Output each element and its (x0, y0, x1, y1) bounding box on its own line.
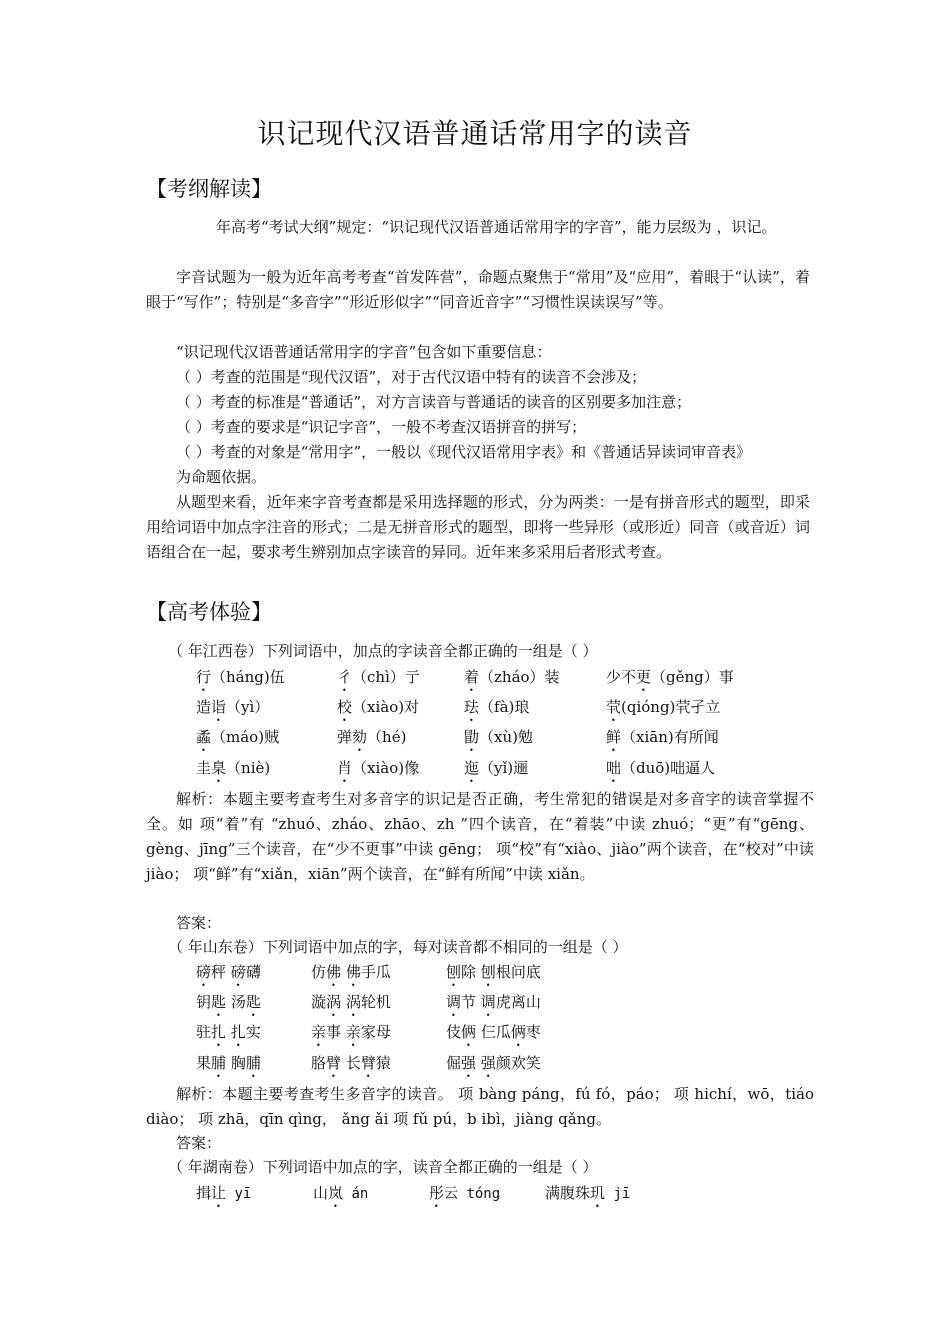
dotted-char: 臂 (326, 1054, 342, 1072)
option-word (196, 1183, 251, 1211)
dotted-char: 劾 (352, 728, 368, 746)
option-word (337, 697, 419, 725)
option-pair (196, 1053, 261, 1081)
word-text: 手瓜 (360, 963, 391, 981)
dotted-char: 诣 (211, 698, 227, 716)
option-word (196, 667, 285, 695)
word-reading: （niè) (226, 759, 271, 777)
dotted-char: 脯 (245, 1054, 261, 1072)
dotted-char: 强 (480, 1054, 496, 1072)
option-pair (196, 1022, 261, 1050)
section-heading-kaogang: 【考纲解读】 (146, 177, 272, 201)
paragraph: 年高考“考试大纲”规定：“识记现代汉语普通话常用字的字音”，能力层级为 ，识记。 (216, 218, 777, 236)
option-word (337, 758, 419, 786)
dotted-char: 匙 (245, 993, 261, 1011)
dotted-char: 彳 (337, 668, 353, 686)
page-title: 识记现代汉语普通话常用字的读音 (257, 117, 693, 150)
word-reading: （gěng）事 (651, 668, 734, 686)
option-pair (446, 1022, 541, 1050)
word-text: 少不 (606, 668, 637, 686)
word-reading: （xù)勉 (479, 728, 533, 746)
question-stem: （ 年山东卷）下列词语中加点的字，每对读音都不相同的一组是（ ） (168, 938, 628, 956)
dotted-char: 磅 (196, 963, 212, 981)
dotted-char: 肖 (337, 759, 353, 777)
option-word (464, 697, 529, 725)
word-text: 仨瓜 (480, 1023, 511, 1041)
list-item: （ ）考查的对象是“常用字”，一般以《现代汉语常用字表》和《普通话异读词审音表》 (176, 443, 752, 461)
option-word (196, 697, 269, 725)
dotted-char: 匙 (211, 993, 227, 1011)
option-word (606, 727, 719, 755)
question-stem: （ 年江西卷）下列词语中，加点的字读音全都正确的一组是（ ） (168, 642, 598, 660)
word-text: 家母 (360, 1023, 391, 1041)
dotted-char: 蟊 (196, 728, 212, 746)
word-text: 长 (345, 1054, 361, 1072)
word-text: 颜欢笑 (495, 1054, 541, 1072)
dotted-char: 调 (480, 993, 496, 1011)
dotted-char: 刨 (446, 963, 462, 981)
option-word (606, 758, 715, 786)
option-pair (311, 1022, 391, 1050)
dotted-char: 玑 (590, 1184, 606, 1202)
dotted-char: 更 (636, 668, 652, 686)
word-reading: án (343, 1186, 369, 1202)
answer-label: 答案： (176, 914, 222, 932)
list-item: 为命题依据。 (176, 468, 267, 486)
word-text: 驻 (196, 1023, 212, 1041)
word-reading: （xiào)像 (352, 759, 420, 777)
word-reading: （yì） (226, 698, 270, 716)
word-text: 弹 (337, 728, 353, 746)
dotted-char: 涡 (345, 993, 361, 1011)
dotted-char: 岚 (328, 1184, 344, 1202)
option-word (464, 727, 533, 755)
word-text: 揖 (196, 1184, 212, 1202)
dotted-char: 佛 (326, 963, 342, 981)
word-text: 礴 (245, 963, 261, 981)
word-reading: （xiān)有所闻 (621, 728, 719, 746)
option-word (464, 758, 528, 786)
word-text: 节 (461, 993, 481, 1011)
dotted-char: 扎 (230, 1023, 246, 1041)
dotted-char: 脯 (211, 1054, 227, 1072)
dotted-char: 鲜 (606, 728, 622, 746)
option-word (606, 697, 720, 725)
word-reading: （zháo）装 (479, 668, 560, 686)
word-text: 伎 (446, 1023, 462, 1041)
word-text: 事 (326, 1023, 346, 1041)
word-text: 汤 (230, 993, 246, 1011)
list-item: （ ）考查的范围是“现代汉语”，对于古代汉语中特有的读音不会涉及； (176, 368, 647, 386)
word-text: 倔 (446, 1054, 462, 1072)
word-text: 轮机 (360, 993, 391, 1011)
option-pair (311, 962, 391, 990)
word-reading: （fà)琅 (479, 698, 530, 716)
question-stem: （ 年湖南卷）下列词语中加点的字，读音全都正确的一组是（ ） (168, 1158, 598, 1176)
dotted-char: 校 (337, 698, 353, 716)
option-pair (446, 992, 541, 1020)
option-pair (196, 962, 261, 990)
dotted-char: 着 (464, 668, 480, 686)
word-text: 虎离山 (495, 993, 541, 1011)
word-text: 除 (461, 963, 481, 981)
option-word (196, 758, 270, 786)
option-word (429, 1183, 500, 1211)
word-reading: （hé) (367, 728, 407, 746)
word-text: 猿 (375, 1054, 391, 1072)
option-word (337, 727, 406, 755)
word-text: 胳 (311, 1054, 327, 1072)
dotted-char: 迤 (464, 759, 480, 777)
dotted-char: 彤 (429, 1184, 445, 1202)
word-reading: 云 tóng (444, 1186, 501, 1202)
word-text: 仿 (311, 963, 327, 981)
dotted-char: 珐 (464, 698, 480, 716)
dotted-char: 涡 (326, 993, 342, 1011)
word-text: 根问底 (495, 963, 541, 981)
dotted-char: 咄 (606, 759, 622, 777)
word-text: 满腹珠 (545, 1184, 591, 1202)
dotted-char: 臬 (211, 759, 227, 777)
dotted-char: 强 (461, 1054, 477, 1072)
paragraph: “识记现代汉语普通话常用字的字音”包含如下重要信息： (176, 343, 552, 361)
word-text: 造 (196, 698, 212, 716)
word-text: 漩 (311, 993, 327, 1011)
dotted-char: 勖 (464, 728, 480, 746)
word-text: 果 (196, 1054, 212, 1072)
word-text: 山 (313, 1184, 329, 1202)
option-pair (446, 1053, 541, 1081)
option-pair (196, 992, 261, 1020)
word-reading: （chì）亍 (352, 668, 420, 686)
word-text: 秤 (211, 963, 231, 981)
option-word (464, 667, 560, 695)
analysis-paragraph: 解析：本题主要考查考生多音字的读音。 项 bàng páng，fú fó，páo； 项 hichí，wō，tiáo diào； 项 zhā，qīn qìng， ǎng ǎi 项 fǔ pú，b ibì，jiàng qǎng。 (146, 1085, 814, 1128)
word-reading: (qióng)茕孑立 (621, 698, 721, 716)
dotted-char: 行 (196, 668, 212, 686)
option-word (196, 727, 279, 755)
word-reading: （máo)贼 (211, 728, 280, 746)
dotted-char: 磅 (230, 963, 246, 981)
word-reading: jī (605, 1186, 631, 1202)
dotted-char: 让 (211, 1184, 227, 1202)
dotted-char: 佛 (345, 963, 361, 981)
option-pair (446, 962, 541, 990)
option-word (337, 667, 420, 695)
list-item: （ ）考查的标准是“普通话”，对方言读音与普通话的读音的区别要多加注意； (176, 393, 692, 411)
dotted-char: 扎 (211, 1023, 227, 1041)
word-reading: （háng)伍 (211, 668, 285, 686)
word-reading: （xiào)对 (352, 698, 420, 716)
dotted-char: 亲 (345, 1023, 361, 1041)
answer-label: 答案： (176, 1134, 222, 1152)
paragraph: 从题型来看，近年来字音考查都是采用选择题的形式，分为两类：一是有拼音形式的题型，即采用给词语中加点字注音的形式；二是无拼音形式的题型，即将一些异形（或形近）同音（或音近）词语组合在一起，要求考生辨别加点字读音的异同。近年来多采用后者形式考查。 (146, 493, 810, 561)
word-reading: （duō)咄逼人 (621, 759, 716, 777)
word-text: 胸 (230, 1054, 246, 1072)
dotted-char: 亲 (311, 1023, 327, 1041)
word-reading: yī (226, 1186, 252, 1202)
paragraph: 字音试题为一般为近年高考考查“首发阵营”，命题点聚焦于“常用”及“应用”，着眼于“认读”，着眼于“写作”；特别是“多音字”“形近形似字”“同音近音字”“习惯性误读误写”等。 (146, 268, 810, 311)
analysis-paragraph: 解析：本题主要考查考生对多音字的识记是否正确，考生常犯的错误是对多音字的读音掌握不全。如 项“着”有 “zhuó、zháo、zhāo、zh ”四个读音，在“着装”中读 zhuó；“更”有“gēng、gèng、jīng”三个读音，在“少不更事”中读 gēng； 项“校”有“xiào、jiào”两个读音，在“校对”中读 jiào； 项“鲜”有“xiǎn，xiān”两个读音，在“鲜有所闻”中读 xiǎn。 (146, 790, 814, 883)
dotted-char: 茕 (606, 698, 622, 716)
word-text: 实 (245, 1023, 261, 1041)
word-text: 枣 (525, 1023, 541, 1041)
dotted-char: 俩 (461, 1023, 477, 1041)
section-heading-gaokao: 【高考体验】 (146, 600, 272, 624)
option-word (313, 1183, 368, 1211)
option-pair (311, 992, 391, 1020)
word-text: 钥 (196, 993, 212, 1011)
option-word (606, 667, 734, 695)
dotted-char: 调 (446, 993, 462, 1011)
word-text: 圭 (196, 759, 212, 777)
dotted-char: 臂 (360, 1054, 376, 1072)
option-word (545, 1183, 630, 1211)
dotted-char: 刨 (480, 963, 496, 981)
list-item: （ ）考查的要求是“识记字音”，一般不考查汉语拼音的拼写； (176, 418, 587, 436)
dotted-char: 俩 (510, 1023, 526, 1041)
option-pair (311, 1053, 391, 1081)
word-reading: （yǐ)逦 (479, 759, 529, 777)
